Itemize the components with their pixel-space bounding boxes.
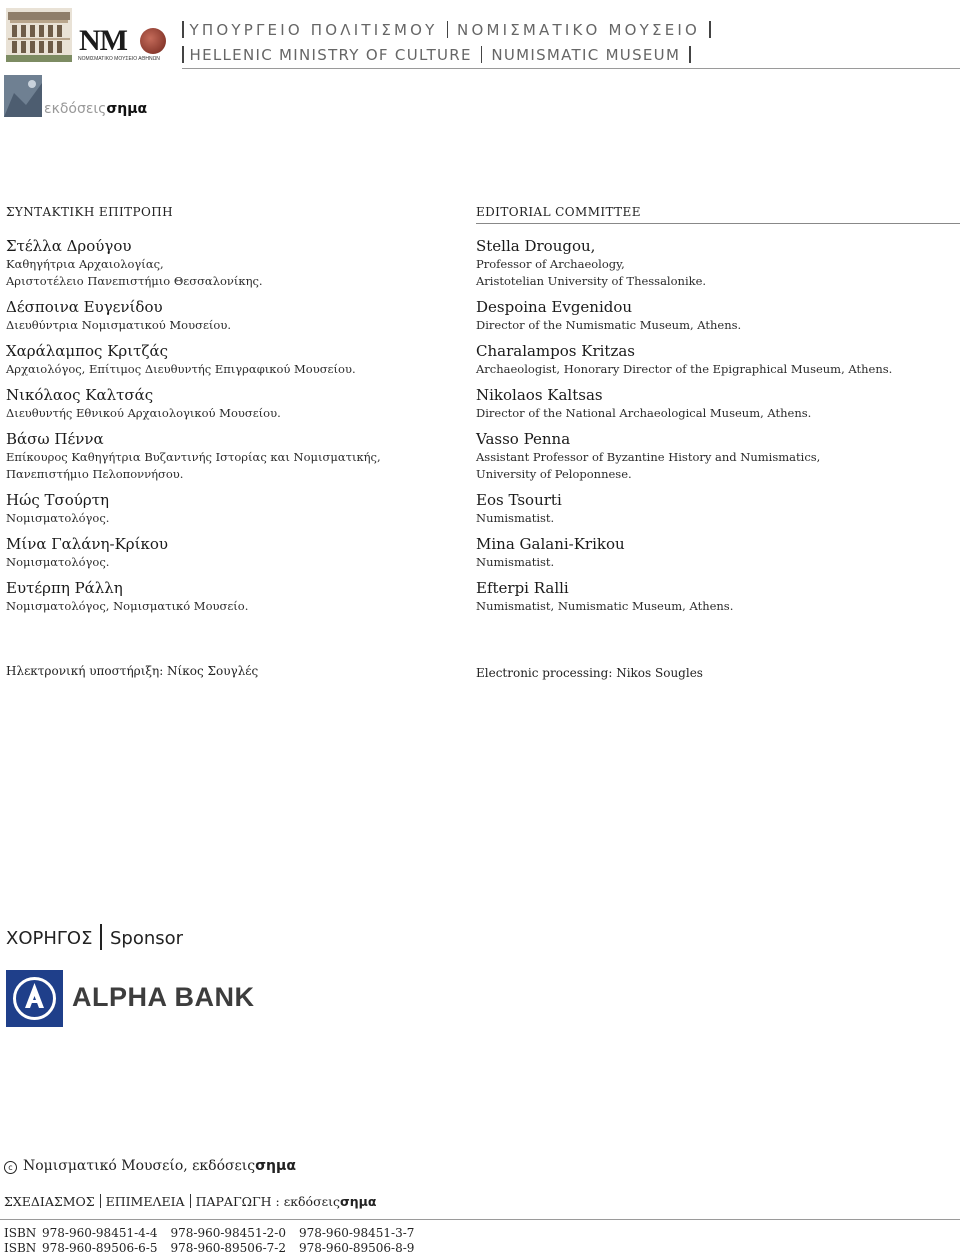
member-name: Despoina Evgenidou [476, 298, 633, 316]
isbn-number: 978-960-98451-3-7 [298, 1226, 415, 1240]
member-role: Numismatist, Numismatic Museum, Athens. [476, 599, 734, 613]
copyright-text: Νομισματικό Μουσείο, εκδόσεις [23, 1158, 256, 1174]
divider [190, 1194, 191, 1208]
header-rule [182, 68, 960, 69]
member-greek [6, 236, 263, 290]
divider [709, 21, 711, 38]
committee-greek [6, 204, 466, 613]
member-name: Δέσποινα Ευγενίδου [6, 298, 163, 316]
member-greek [6, 341, 356, 378]
isbn-row [4, 1226, 427, 1240]
member-english [476, 297, 741, 334]
member-role: Professor of Archaeology, [476, 257, 625, 271]
publisher-bold: σημα [106, 101, 148, 117]
divider [481, 46, 483, 63]
isbn-number: 978-960-98451-2-0 [170, 1226, 286, 1240]
processing-credit-english: Electronic processing: Nikos Sougles [476, 666, 703, 680]
member-role: Assistant Professor of Byzantine History and Numismatics, [476, 450, 821, 464]
member-name: Efterpi Ralli [476, 579, 569, 597]
committee-heading-english: EDITORIAL COMMITTEE [476, 204, 960, 224]
museum-english: NUMISMATIC MUSEUM [491, 46, 681, 64]
publisher-light: εκδόσεις [44, 101, 107, 117]
isbn-number: 978-960-89506-6-5 [42, 1241, 158, 1255]
header-english-line [182, 46, 700, 64]
publisher-name [44, 101, 147, 117]
coin-icon [140, 28, 166, 54]
member-role: Επίκουρος Καθηγήτρια Βυζαντινής Ιστορίας και Νομισματικής, [6, 450, 381, 464]
member-role: University of Peloponnese. [476, 467, 632, 481]
copyright-line [4, 1158, 296, 1174]
production-credits [4, 1194, 376, 1209]
alpha-bank-logo-icon [6, 970, 63, 1027]
sponsor-label [6, 924, 183, 950]
divider [182, 46, 184, 63]
museum-greek: ΝΟΜΙΣΜΑΤΙΚΟ ΜΟΥΣΕΙΟ [457, 21, 701, 39]
divider [100, 924, 102, 950]
member-name: Ηώς Τσούρτη [6, 491, 109, 509]
member-greek [6, 429, 381, 483]
member-english [476, 429, 820, 483]
copyright-icon: c [4, 1161, 17, 1174]
member-role: Νομισματολόγος. [6, 555, 110, 569]
sponsor-label-english: Sponsor [109, 928, 184, 949]
member-name: Στέλλα Δρούγου [6, 237, 132, 255]
member-role: Director of the Numismatic Museum, Athens. [476, 318, 742, 332]
member-name: Χαράλαμπος Κριτζάς [6, 342, 169, 360]
member-role: Numismatist. [476, 511, 555, 525]
member-name: Νικόλαος Καλτσάς [6, 386, 154, 404]
member-english [476, 236, 706, 290]
credit-design: ΣΧΕΔΙΑΣΜΟΣ [4, 1194, 95, 1209]
credits-brand: σημα [339, 1194, 377, 1209]
member-role: Διευθυντής Εθνικού Αρχαιολογικού Μουσείου. [6, 406, 281, 420]
header-greek-line [182, 21, 720, 39]
publisher-logo-icon [4, 75, 42, 117]
member-english [476, 534, 625, 571]
nm-logo-caption: ΝΟΜΙΣΜΑΤΙΚΟ ΜΟΥΣΕΙΟ ΑΘΗΝΩΝ [78, 56, 160, 62]
numismatic-museum-logo [76, 20, 168, 64]
member-role: Αρχαιολόγος, Επίτιμος Διευθυντής Επιγραφικού Μουσείου. [6, 362, 356, 376]
member-name: Charalampos Kritzas [476, 342, 636, 360]
member-role: Archaeologist, Honorary Director of the Epigraphical Museum, Athens. [476, 362, 893, 376]
member-greek [6, 297, 231, 334]
member-role: Διευθύντρια Νομισματικού Μουσείου. [6, 318, 231, 332]
member-role: Νομισματολόγος. [6, 511, 110, 525]
divider [100, 1194, 101, 1208]
member-greek [6, 490, 109, 527]
member-greek [6, 385, 281, 422]
member-name: Eos Tsourti [476, 491, 562, 509]
sponsor-label-greek: ΧΟΡΗΓΟΣ [6, 928, 93, 949]
member-role: Director of the National Archaeological Museum, Athens. [476, 406, 812, 420]
credit-production: ΠΑΡΑΓΩΓΗ : εκδόσεις [195, 1194, 340, 1209]
ministry-greek: ΥΠΟΥΡΓΕΙΟ ΠΟΛΙΤΙΣΜΟΥ [189, 21, 438, 39]
nm-logo-letters: NM [79, 24, 127, 57]
divider [689, 46, 691, 63]
processing-credit-greek: Ηλεκτρονική υποστήριξη: Νίκος Σουγλές [6, 664, 259, 678]
member-role: Νομισματολόγος, Νομισματικό Μουσείο. [6, 599, 249, 613]
member-english [476, 341, 892, 378]
committee-heading-greek: ΣΥΝΤΑΚΤΙΚΗ ΕΠΙΤΡΟΠΗ [6, 205, 173, 219]
member-greek [6, 578, 248, 615]
footer-rule [0, 1219, 960, 1220]
alpha-bank-name: ALPHA BANK [72, 982, 255, 1012]
member-role: Aristotelian University of Thessalonike. [476, 274, 707, 288]
committee-english [476, 204, 960, 613]
copyright-brand: σημα [255, 1158, 296, 1174]
member-name: Ευτέρπη Ράλλη [6, 579, 123, 597]
member-role: Αριστοτέλειο Πανεπιστήμιο Θεσσαλονίκης. [6, 274, 263, 288]
member-name: Mina Galani-Krikou [476, 535, 625, 553]
member-role: Καθηγήτρια Αρχαιολογίας, [6, 257, 164, 271]
isbn-number: 978-960-89506-8-9 [298, 1241, 415, 1255]
member-english [476, 490, 562, 527]
member-greek [6, 534, 168, 571]
member-role: Πανεπιστήμιο Πελοποννήσου. [6, 467, 184, 481]
member-english [476, 578, 733, 615]
museum-building-logo [6, 8, 72, 62]
member-name: Vasso Penna [476, 430, 571, 448]
member-name: Nikolaos Kaltsas [476, 386, 603, 404]
credit-editing: ΕΠΙΜΕΛΕΙΑ [105, 1194, 185, 1209]
member-name: Μίνα Γαλάνη-Κρίκου [6, 535, 169, 553]
divider [447, 21, 449, 38]
isbn-label: ISBN [4, 1226, 37, 1240]
isbn-label: ISBN [4, 1241, 37, 1255]
isbn-number: 978-960-98451-4-4 [42, 1226, 158, 1240]
member-name: Βάσω Πέννα [6, 430, 104, 448]
isbn-number: 978-960-89506-7-2 [170, 1241, 286, 1255]
isbn-row [4, 1241, 427, 1255]
divider [182, 21, 184, 38]
member-english [476, 385, 811, 422]
member-name: Stella Drougou, [476, 237, 596, 255]
member-role: Numismatist. [476, 555, 555, 569]
ministry-english: HELLENIC MINISTRY OF CULTURE [189, 46, 472, 64]
